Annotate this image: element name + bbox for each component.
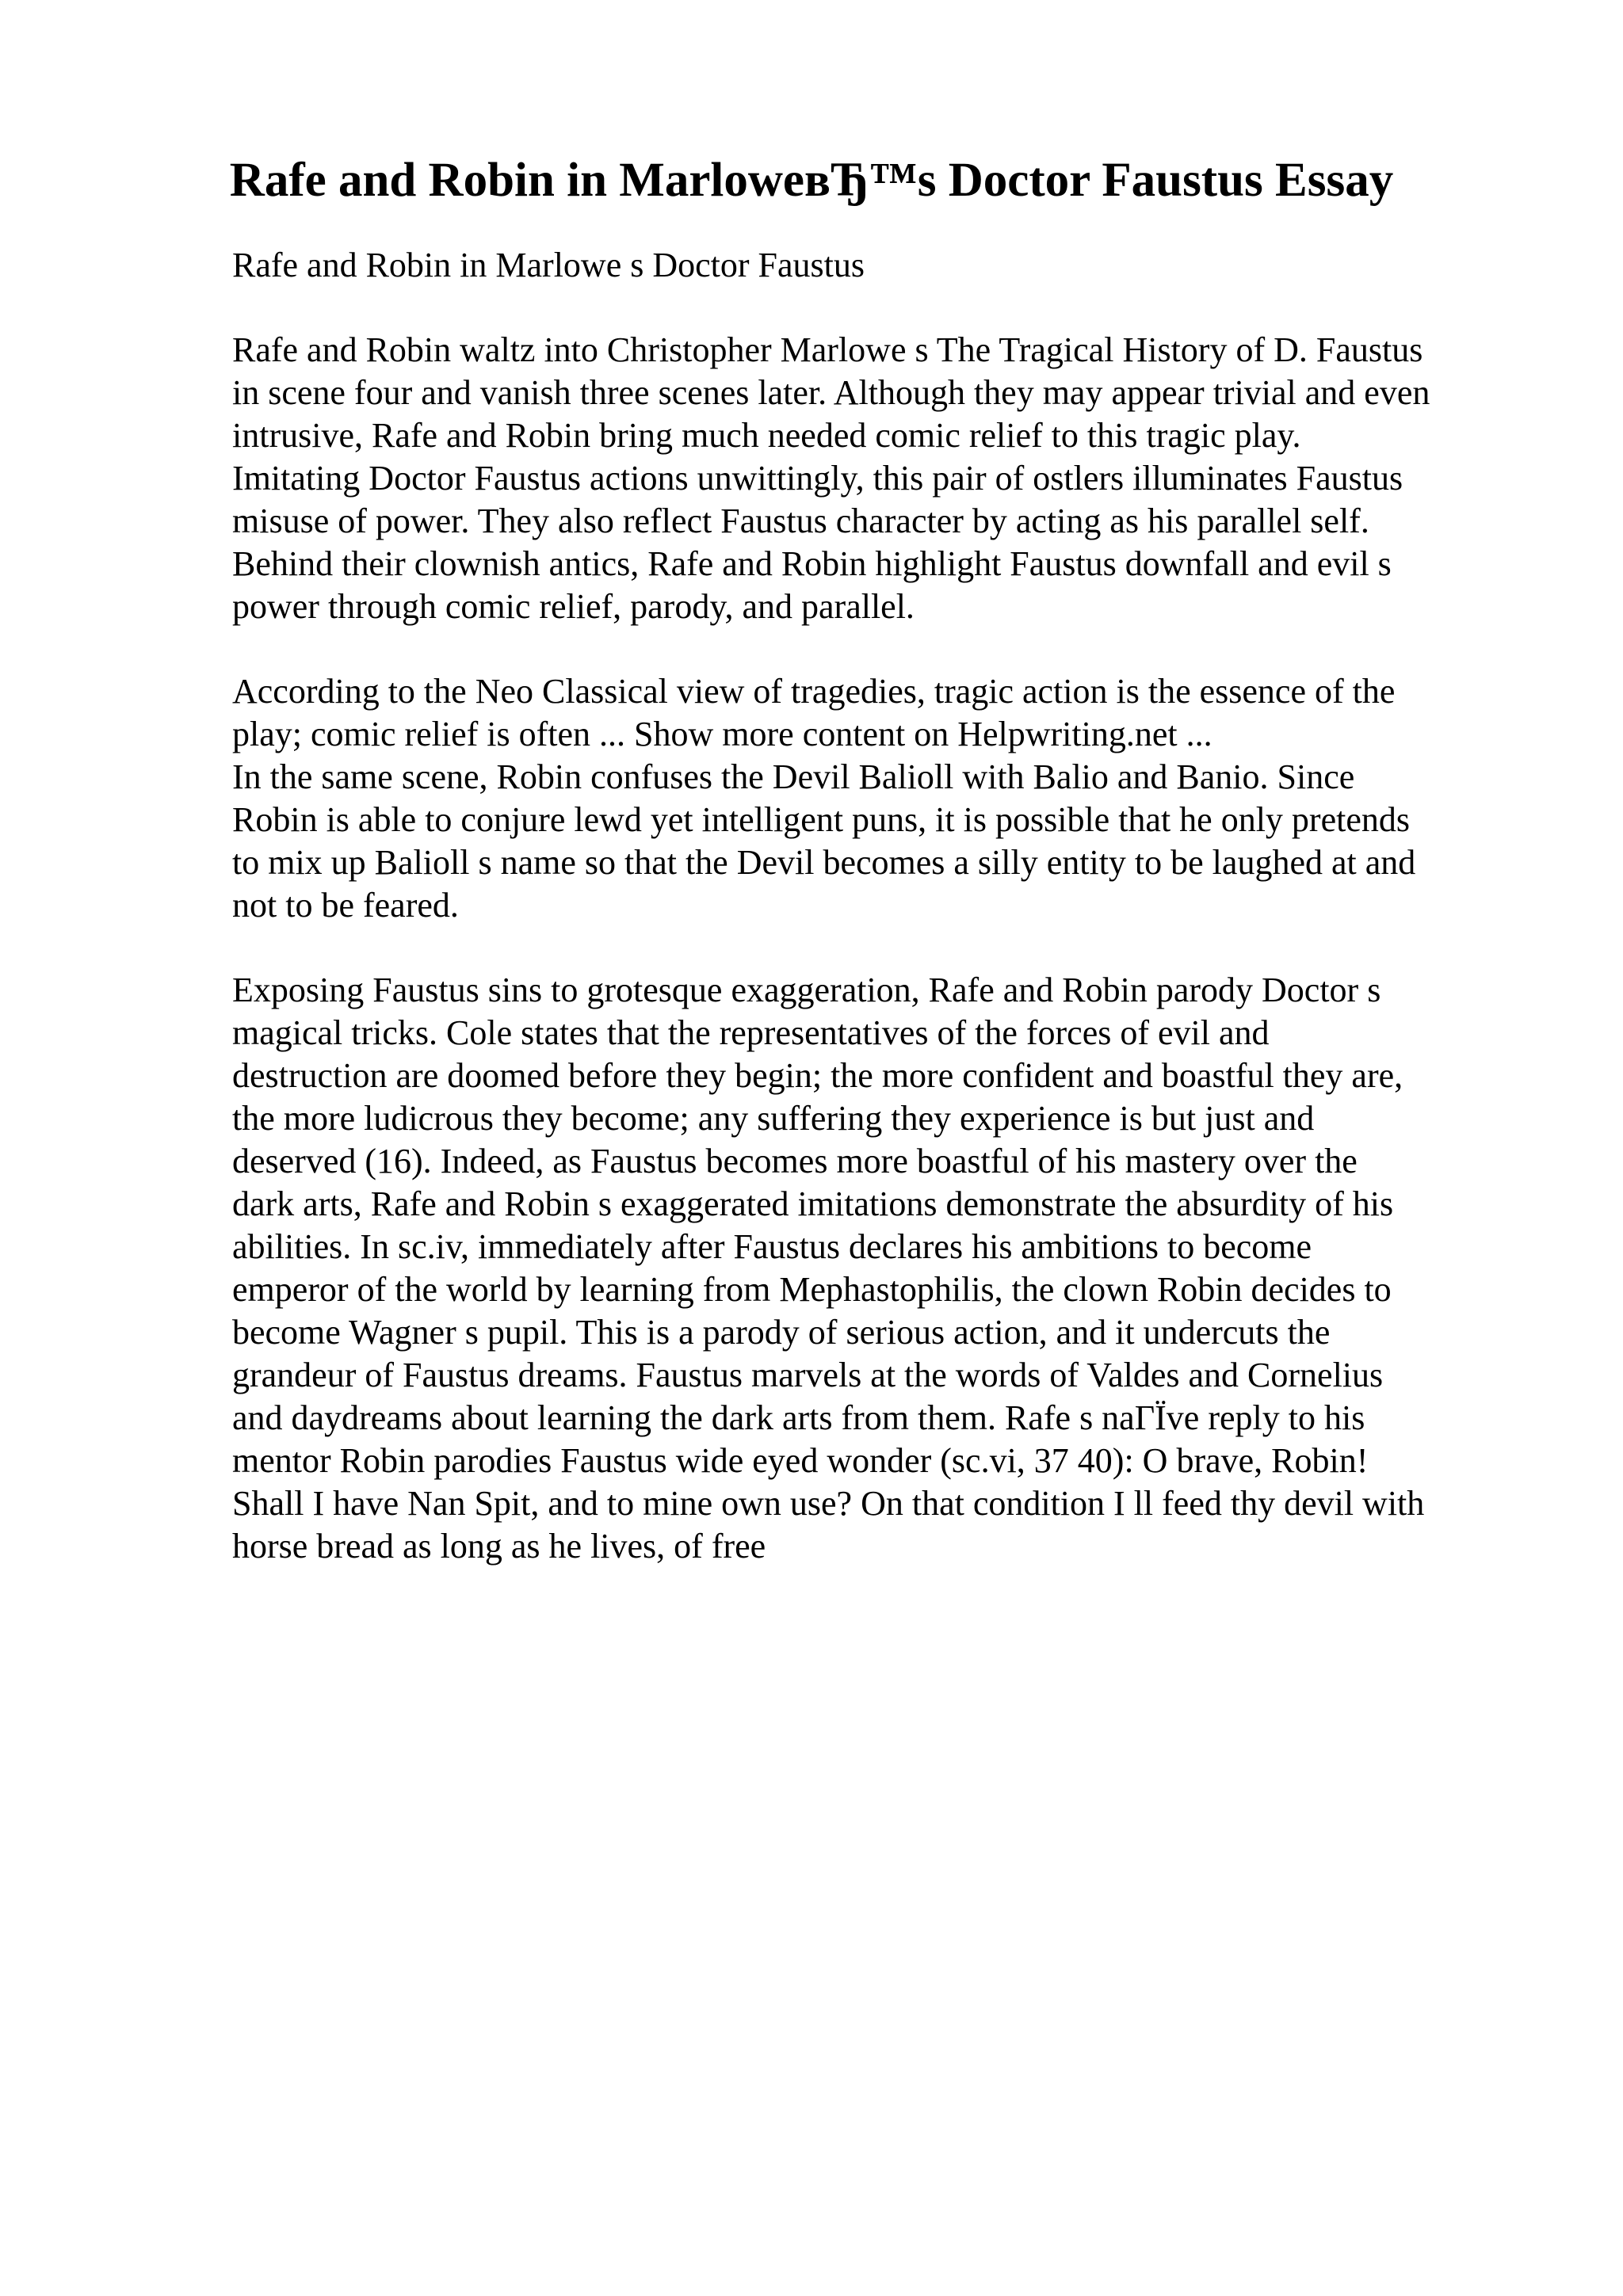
paragraph-line: destruction are doomed before they begin; the more confident and boastful they are,	[232, 1056, 1403, 1095]
paragraph-line: play; comic relief is often ... Show more content on Helpwriting.net ...	[232, 715, 1212, 753]
essay-paragraph	[232, 756, 1516, 927]
paragraph-line: Robin is able to conjure lewd yet intelligent puns, it is possible that he only pretends	[232, 800, 1410, 839]
paragraph-line: According to the Neo Classical view of tragedies, tragic action is the essence of the	[232, 672, 1396, 711]
essay-paragraph	[232, 670, 1516, 756]
paragraph-line: dark arts, Rafe and Robin s exaggerated imitations demonstrate the absurdity of his	[232, 1184, 1394, 1223]
paragraph-line: to mix up Balioll s name so that the Devil becomes a silly entity to be laughed at and	[232, 843, 1416, 882]
paragraph-line: in scene four and vanish three scenes later. Although they may appear trivial and even	[232, 373, 1430, 412]
essay-paragraph	[232, 969, 1516, 1568]
paragraph-line: Rafe and Robin waltz into Christopher Marlowe s The Tragical History of D. Faustus	[232, 330, 1423, 369]
paragraph-line: Exposing Faustus sins to grotesque exaggeration, Rafe and Robin parody Doctor s	[232, 971, 1381, 1009]
paragraph-line: horse bread as long as he lives, of free	[232, 1527, 766, 1566]
essay-body	[232, 244, 1516, 1610]
paragraph-line: deserved (16). Indeed, as Faustus becomes more boastful of his mastery over the	[232, 1142, 1358, 1180]
paragraph-line: Imitating Doctor Faustus actions unwittingly, this pair of ostlers illuminates Faustus	[232, 459, 1403, 498]
essay-subtitle: Rafe and Robin in Marlowe s Doctor Faustus	[232, 246, 865, 284]
essay-paragraph	[232, 329, 1516, 628]
paragraph-line: grandeur of Faustus dreams. Faustus marvels at the words of Valdes and Cornelius	[232, 1356, 1384, 1394]
paragraph-line: Shall I have Nan Spit, and to mine own use? On that condition I ll feed thy devil with	[232, 1484, 1425, 1523]
paragraph-line: power through comic relief, parody, and parallel.	[232, 587, 915, 626]
paragraph-line: magical tricks. Cole states that the representatives of the forces of evil and	[232, 1013, 1270, 1052]
paragraph-line: and daydreams about learning the dark arts from them. Rafe s naГЇve reply to his	[232, 1398, 1365, 1437]
paragraph-line: intrusive, Rafe and Robin bring much needed comic relief to this tragic play.	[232, 416, 1301, 455]
paragraph-line: become Wagner s pupil. This is a parody of serious action, and it undercuts the	[232, 1313, 1331, 1352]
essay-paragraphs	[232, 329, 1516, 1568]
paragraph-line: misuse of power. They also reflect Faustus character by acting as his parallel self.	[232, 502, 1369, 540]
paragraph-line: Behind their clownish antics, Rafe and Robin highlight Faustus downfall and evil s	[232, 544, 1392, 583]
paragraph-line: emperor of the world by learning from Mephastophilis, the clown Robin decides to	[232, 1270, 1392, 1309]
paragraph-line: mentor Robin parodies Faustus wide eyed wonder (sc.vi, 37 40): O brave, Robin!	[232, 1441, 1369, 1480]
paragraph-line: not to be feared.	[232, 886, 459, 925]
paragraph-line: abilities. In sc.iv, immediately after Faustus declares his ambitions to become	[232, 1227, 1312, 1266]
paragraph-line: In the same scene, Robin confuses the Devil Balioll with Balio and Banio. Since	[232, 757, 1355, 796]
paragraph-line: the more ludicrous they become; any suffering they experience is but just and	[232, 1099, 1315, 1138]
essay-title: Rafe and Robin in MarloweвЂ™s Doctor Faustus Essay	[229, 154, 1394, 207]
